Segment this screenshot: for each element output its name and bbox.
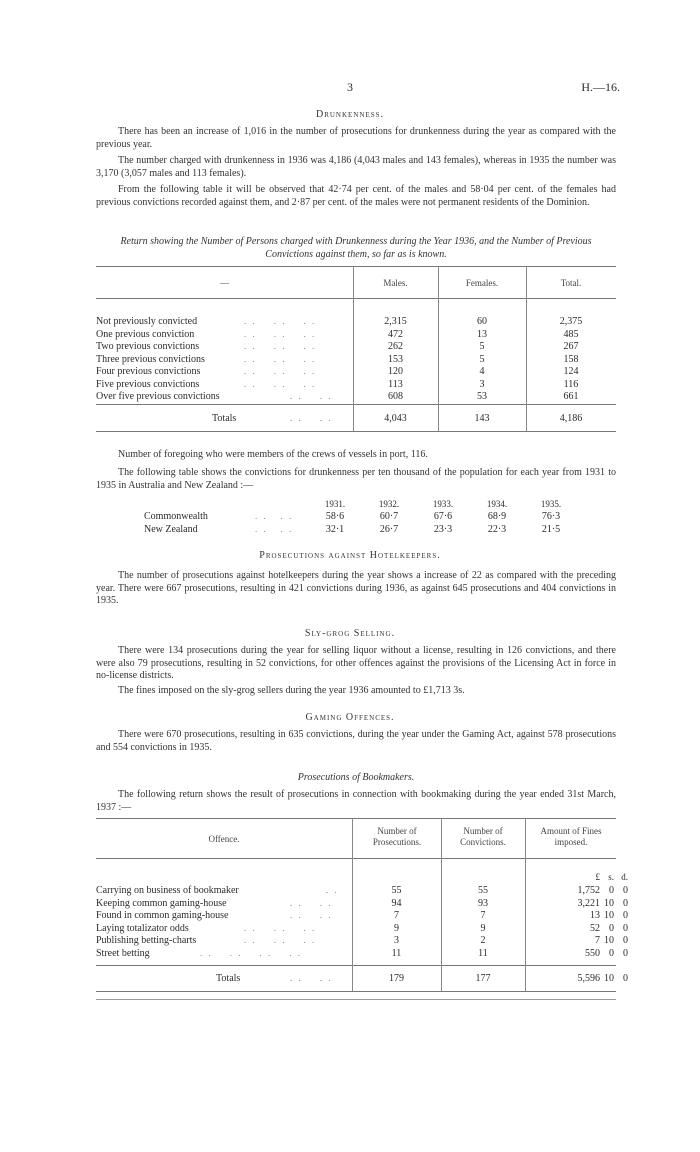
convictions-total: 177 (475, 973, 491, 984)
females-value: 5 (479, 353, 485, 365)
totals-label: Totals (216, 973, 241, 984)
year-header: 1934. (486, 499, 508, 509)
population-intro (96, 467, 616, 492)
males-value: 262 (388, 341, 403, 352)
row-label: One previous conviction (96, 328, 195, 340)
currency-pence: d. (621, 872, 628, 882)
paragraph: Number of foregoing who were members of the crews of vessels in port, 116. (118, 449, 428, 460)
paragraph: The following return shows the result of prosecutions in connection with bookmaking during the year ended 31st March, 1937 :— (96, 789, 616, 813)
slygrog-paragraphs (96, 645, 616, 697)
crew-note (96, 449, 616, 462)
males-value: 472 (388, 328, 403, 340)
fine-pounds: 13 (590, 910, 600, 921)
bookmakers-heading: Prosecutions of Bookmakers. (297, 772, 415, 783)
totals-label: Totals (212, 413, 237, 424)
row-label: New Zealand (144, 524, 198, 535)
paragraph: There were 134 prosecutions during the year for selling liquor without a license, resulting in 126 convictions, and there were also 79 prosecutions, resulting in 52 convictions, for other offences against the provisions of the Licensing Act in force in no-license districts. (96, 645, 616, 682)
drunkenness-table-title: Return showing the Number of Persons charged with Drunkenness during the Year 1936, and the Number of Previous Convictions against them, so far as is known. (120, 236, 592, 260)
fines-total-pounds: 5,596 (577, 973, 600, 984)
prosecutions-value: 11 (391, 947, 402, 959)
convictions-value: 9 (480, 922, 486, 934)
rate-value: 68·9 (487, 511, 507, 522)
bookmakers-intro (96, 789, 616, 814)
row-label: Not previously convicted (96, 316, 198, 327)
paragraph: The fines imposed on the sly-grog sellers during the year 1936 amounted to £1,713 3s. (118, 684, 465, 696)
row-label: Found in common gaming-house (96, 910, 229, 921)
year-header: 1933. (432, 499, 454, 509)
document-reference: H.—16. (581, 80, 620, 94)
females-value: 13 (477, 328, 487, 340)
convictions-value: 55 (478, 885, 488, 896)
prosecutions-value: 3 (394, 935, 399, 946)
rate-value: 26·7 (379, 524, 399, 535)
fine-pounds: 3,221 (577, 897, 600, 909)
paragraph: The number of prosecutions against hotelkeepers during the year shows a increase of 22 as compared with the preceding year. There were 667 prosecutions, resulting in 421 convictions during 1936, as against 645 prosecutions and 404 convictions in 1935. (96, 570, 616, 607)
rate-value: 22·3 (487, 524, 507, 535)
column-header: Males. (383, 278, 408, 288)
hotelkeepers-paragraph (96, 570, 616, 608)
paragraph: The number charged with drunkenness in 1936 was 4,186 (4,043 males and 143 females), whereas in 1935 the number was 3,170 (3,057 males and 113 females). (96, 155, 616, 179)
prosecutions-value: 7 (394, 910, 399, 921)
row-label: Five previous convictions (96, 378, 200, 390)
males-value: 2,315 (384, 316, 407, 327)
column-header: Females. (465, 278, 499, 288)
currency-shillings: s. (608, 872, 614, 882)
total-value: 124 (563, 366, 579, 377)
fine-pounds: 1,752 (577, 885, 600, 896)
row-label: Keeping common gaming-house (96, 897, 227, 909)
males-value: 153 (388, 353, 403, 365)
row-label: Carrying on business of bookmaker (96, 885, 239, 896)
fine-pence: 0 (623, 935, 628, 946)
females-value: 5 (479, 341, 485, 352)
row-label: Publishing betting-charts (96, 935, 197, 946)
fines-total-shillings: 10 (604, 973, 614, 984)
rate-value: 58·6 (325, 511, 345, 522)
total-value: 158 (563, 353, 579, 365)
row-label: Laying totalizator odds (96, 922, 189, 934)
fine-shillings: 10 (604, 897, 614, 909)
rate-value: 76·3 (541, 511, 561, 522)
currency-pounds: £ (595, 872, 600, 882)
rate-value: 21·5 (541, 524, 561, 535)
fine-shillings: 0 (609, 922, 614, 934)
males-value: 120 (388, 366, 403, 377)
column-header: Number of Convictions. (460, 826, 506, 847)
fine-pence: 0 (623, 897, 628, 909)
fine-shillings: 10 (604, 935, 614, 946)
drunkenness-heading: Drunkenness. (315, 109, 384, 120)
females-value: 60 (477, 316, 487, 327)
fine-pence: 0 (623, 947, 628, 959)
gaming-paragraph (96, 729, 616, 754)
drunkenness-intro (96, 126, 616, 210)
gaming-heading: Gaming Offences. (305, 712, 395, 723)
row-label: Street betting (96, 947, 150, 959)
fine-pence: 0 (623, 885, 628, 896)
row-label: Commonwealth (144, 511, 208, 522)
males-value: 113 (388, 378, 403, 390)
females-value: 53 (477, 391, 487, 402)
document-page: 3 H.—16. Drunkenness. There has been an increase of 1,016 in the number of prosecutions for drunkenness during the year as compared with the previous year. The number charged with drunkenness in 1936 was 4,186 (4,043 males and 143 females), whereas in 1935 the number was 3,170 (3,057 males and 113 females). From the following table it will be observed that 42·74 per cent. of the males and 58·04 per cent. of the females had previous convictions recorded against them, and 2·87 per cent. of the males were not permanent residents of the Dominion. Return showing the Number of Persons charged with Drunkenness during the Year 1936, and the Number of Previous Convictions against them, so far as is known. — Males. Females. Total. Not previously convicted . . . . . . 2,315 60 2,375 One previous conviction . . . . . . 472 13 485 Two previous convictions . . . . . . 262 5 267 Three previous convictions . . . . . . 153 5 158 Four previous convictions . . . . . . 120 4 124 Five previous convictions . . . . . . 113 3 116 Over five previous convictions . . . . 608 53 661 Totals . . . . 4,043 143 4,186 Number of foregoing who were members of the crews of vessels in port, 116. The following table shows the convictions for drunkenness per ten thousand of the population for each year from 1931 to 1935 in Australia and New Zealand :— 1931. 1932. 1933. 1934. 1935. Commonwealth . . . . 58·6 60·7 67·6 68·9 76·3 New Zealand . . . . 32·1 26·7 23·3 22·3 21·5 Prosecutions against Hotelkeepers. The number of prosecutions against hotelkeepers during the year shows a increase of 22 as compared with the preceding year. There were 667 prosecutions, resulting in 421 convictions during 1936, as against 645 prosecutions and 404 convictions in 1935. Sly-grog Selling. There were 134 prosecutions during the year for selling liquor without a license, resulting in 126 convictions, and there were also 79 prosecutions, resulting in 52 convictions, for other offences against the provisions of the Licensing Act in force in no-license districts. The fines imposed on the sly-grog sellers during the year 1936 amounted to £1,713 3s. Gaming Offences. There were 670 prosecutions, resulting in 635 convictions, during the year under the Gaming Act, against 578 prosecutions and 554 convictions in 1935. Prosecutions of Bookmakers. The following return shows the result of prosecutions in connection with bookmaking during the year ended 31st March, 1937 :— Offence. Number of Prosecutions. Number of Convictions. Amount of Fines imposed. £ s. d. Carrying on business of bookmaker . . 55 55 1,752 0 0 Keeping common gaming-house . . . . 94 93 3,221 10 0 Found in common gaming-house . . . . 7 7 13 10 0 Laying totalizator odds . . . . . . 9 9 52 0 0 Publishing betting-charts . . . . . . 3 2 7 10 0 Street betting . . . . . . . . 11 11 550 0 0 Totals . . . . 179 177 5,596 10 0 (0, 0, 700, 1152)
total-value: 2,375 (559, 316, 583, 327)
page-number: 3 (347, 80, 353, 94)
slygrog-heading: Sly-grog Selling. (304, 628, 396, 639)
fine-shillings: 0 (609, 947, 614, 959)
convictions-value: 93 (478, 897, 488, 909)
males-value: 608 (388, 391, 403, 402)
footer-rule (96, 999, 616, 1000)
row-label: Four previous convictions (96, 366, 201, 377)
prosecutions-value: 94 (391, 897, 402, 909)
fine-pence: 0 (623, 922, 628, 934)
hotelkeepers-heading: Prosecutions against Hotelkeepers. (259, 550, 441, 561)
females-total: 143 (474, 413, 490, 424)
prosecutions-total: 179 (389, 973, 404, 984)
total-value: 661 (563, 391, 579, 402)
prosecutions-value: 9 (394, 922, 399, 934)
paragraph: There has been an increase of 1,016 in the number of prosecutions for drunkenness during the year as compared with the previous year. (96, 126, 616, 150)
convictions-value: 7 (480, 910, 486, 921)
fine-pence: 0 (623, 910, 628, 921)
prosecutions-value: 55 (391, 885, 402, 896)
fine-shillings: 0 (609, 885, 614, 896)
total-value: 267 (563, 341, 579, 352)
rate-value: 67·6 (433, 511, 453, 522)
column-header: Amount of Fines imposed. (540, 826, 602, 847)
rate-value: 60·7 (379, 511, 399, 522)
convictions-value: 11 (478, 947, 488, 959)
row-label: Over five previous convictions (96, 391, 220, 402)
row-label: Two previous convictions (96, 341, 200, 352)
column-header: — (220, 278, 229, 288)
paragraph: The following table shows the convictions for drunkenness per ten thousand of the population for each year from 1931 to 1935 in Australia and New Zealand :— (96, 467, 616, 491)
fines-total-pence: 0 (623, 973, 628, 984)
fine-pounds: 52 (590, 922, 600, 934)
total-value: 485 (563, 328, 579, 340)
year-header: 1931. (324, 499, 346, 509)
year-header: 1935. (540, 499, 562, 509)
males-total: 4,043 (384, 413, 407, 424)
fine-pounds: 7 (595, 935, 600, 946)
convictions-value: 2 (480, 935, 486, 946)
row-label: Three previous convictions (96, 353, 205, 365)
column-header: Offence. (208, 834, 240, 844)
year-header: 1932. (378, 499, 400, 509)
fine-pounds: 550 (585, 947, 600, 959)
grand-total: 4,186 (559, 413, 583, 424)
females-value: 3 (479, 378, 485, 390)
females-value: 4 (479, 366, 485, 377)
paragraph: From the following table it will be observed that 42·74 per cent. of the males and 58·04 per cent. of the females had previous convictions recorded against them, and 2·87 per cent. of the males were not permanent residents of the Dominion. (96, 184, 616, 208)
rate-value: 32·1 (325, 524, 345, 535)
total-value: 116 (563, 378, 579, 390)
paragraph: There were 670 prosecutions, resulting in 635 convictions, during the year under the Gaming Act, against 578 prosecutions and 554 convictions in 1935. (96, 729, 616, 753)
fine-shillings: 10 (604, 910, 614, 921)
rate-value: 23·3 (433, 524, 453, 535)
column-header: Number of Prosecutions. (372, 826, 422, 847)
column-header: Total. (560, 278, 582, 288)
